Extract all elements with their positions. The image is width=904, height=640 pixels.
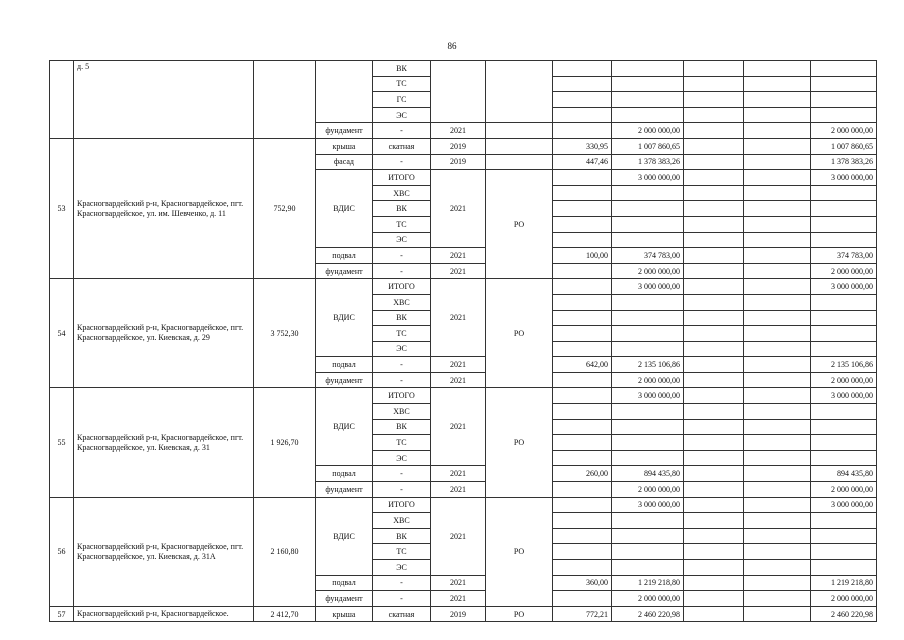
year-cell: 2021 [431, 497, 486, 575]
work-area-cell [553, 388, 612, 404]
cost-cell: 894 435,80 [612, 466, 684, 482]
cost-cell [612, 513, 684, 529]
vdis-item-cell: ВК [373, 419, 431, 435]
table-row [50, 138, 877, 154]
element-cell: подвал [316, 575, 373, 591]
element-cell: подвал [316, 248, 373, 264]
empty-cell [744, 575, 811, 591]
year-cell: 2021 [431, 123, 486, 139]
element-cell [316, 61, 373, 123]
empty-cell [744, 435, 811, 451]
building-area-cell: 1 926,70 [254, 388, 316, 497]
empty-cell [744, 497, 811, 513]
work-area-cell [553, 372, 612, 388]
org-cell [486, 123, 553, 139]
total-cell: 3 000 000,00 [811, 279, 877, 295]
empty-cell [684, 232, 744, 248]
total-cell [811, 76, 877, 92]
org-cell: РО [486, 170, 553, 279]
org-cell: РО [486, 497, 553, 606]
org-cell: РО [486, 279, 553, 388]
year-cell: 2021 [431, 170, 486, 248]
vdis-item-cell: ХВС [373, 294, 431, 310]
empty-cell [744, 482, 811, 498]
empty-cell [684, 606, 744, 622]
empty-cell [744, 606, 811, 622]
vdis-item-cell: ХВС [373, 513, 431, 529]
year-cell: 2021 [431, 279, 486, 357]
type-cell: ВК [373, 61, 431, 77]
work-area-cell [553, 170, 612, 186]
total-cell: 3 000 000,00 [811, 388, 877, 404]
type-cell: - [373, 263, 431, 279]
empty-cell [744, 544, 811, 560]
element-cell: фундамент [316, 123, 373, 139]
year-cell: 2021 [431, 248, 486, 264]
building-area-cell: 752,90 [254, 138, 316, 278]
empty-cell [684, 341, 744, 357]
total-cell [811, 92, 877, 108]
empty-cell [744, 76, 811, 92]
cost-cell [612, 310, 684, 326]
work-area-cell: 447,46 [553, 154, 612, 170]
vdis-item-cell: ВК [373, 528, 431, 544]
vdis-item-cell: ЭС [373, 341, 431, 357]
vdis-item-cell: ТС [373, 216, 431, 232]
total-cell [811, 107, 877, 123]
empty-cell [684, 528, 744, 544]
element-cell: фундамент [316, 591, 373, 607]
total-cell [811, 419, 877, 435]
address-cell: Красногвардейский р-н, Красногвардейское, пгт. Красногвардейское, ул. Киевская, д. 29 [74, 279, 254, 388]
empty-cell [744, 61, 811, 77]
cost-cell: 2 000 000,00 [612, 482, 684, 498]
cost-cell [612, 419, 684, 435]
cost-cell [612, 185, 684, 201]
type-cell: - [373, 466, 431, 482]
cost-cell: 3 000 000,00 [612, 170, 684, 186]
year-cell: 2019 [431, 154, 486, 170]
total-cell: 2 000 000,00 [811, 123, 877, 139]
row-number-cell: 53 [50, 138, 74, 278]
work-area-cell [553, 279, 612, 295]
empty-cell [684, 92, 744, 108]
type-cell: ЭС [373, 107, 431, 123]
work-area-cell: 360,00 [553, 575, 612, 591]
total-cell: 894 435,80 [811, 466, 877, 482]
year-cell: 2021 [431, 263, 486, 279]
empty-cell [744, 248, 811, 264]
address-cell: Красногвардейский р-н, Красногвардейское, пгт. Красногвардейское, ул. им. Шевченко, д. 11 [74, 138, 254, 278]
cost-cell: 2 000 000,00 [612, 123, 684, 139]
empty-cell [684, 216, 744, 232]
address-cell: Красногвардейский р-н, Красногвардейское, пгт. Красногвардейское, ул. Киевская, д. 31А [74, 497, 254, 606]
total-cell [811, 294, 877, 310]
empty-cell [684, 201, 744, 217]
cost-cell [612, 341, 684, 357]
total-cell [811, 185, 877, 201]
row-number-cell [50, 61, 74, 139]
cost-cell: 2 000 000,00 [612, 263, 684, 279]
empty-cell [684, 575, 744, 591]
empty-cell [684, 544, 744, 560]
vdis-item-cell: ЭС [373, 232, 431, 248]
empty-cell [744, 310, 811, 326]
empty-cell [744, 513, 811, 529]
empty-cell [744, 232, 811, 248]
cost-cell [612, 107, 684, 123]
empty-cell [744, 388, 811, 404]
building-area-cell: 3 752,30 [254, 279, 316, 388]
vdis-item-cell: ТС [373, 326, 431, 342]
total-cell: 2 000 000,00 [811, 482, 877, 498]
empty-cell [744, 154, 811, 170]
org-cell [486, 138, 553, 154]
year-cell: 2021 [431, 357, 486, 373]
row-number-cell: 56 [50, 497, 74, 606]
total-cell [811, 201, 877, 217]
total-cell [811, 435, 877, 451]
total-cell [811, 560, 877, 576]
total-cell [811, 544, 877, 560]
empty-cell [744, 201, 811, 217]
building-area-cell: 2 160,80 [254, 497, 316, 606]
type-cell: ГС [373, 92, 431, 108]
work-area-cell [553, 450, 612, 466]
total-cell [811, 404, 877, 420]
total-cell: 2 000 000,00 [811, 372, 877, 388]
work-area-cell [553, 544, 612, 560]
work-area-cell [553, 123, 612, 139]
cost-cell [612, 404, 684, 420]
work-area-cell [553, 560, 612, 576]
address-cell: Красногвардейский р-н, Красногвардейское. [74, 606, 254, 622]
total-cell: 3 000 000,00 [811, 170, 877, 186]
type-cell: - [373, 357, 431, 373]
type-cell: - [373, 575, 431, 591]
type-cell: - [373, 154, 431, 170]
type-cell: скатная [373, 138, 431, 154]
work-area-cell [553, 263, 612, 279]
total-cell [811, 450, 877, 466]
cost-cell [612, 435, 684, 451]
type-cell: - [373, 482, 431, 498]
address-cell: Красногвардейский р-н, Красногвардейское, пгт. Красногвардейское, ул. Киевская, д. 31 [74, 388, 254, 497]
total-cell [811, 326, 877, 342]
element-cell: фундамент [316, 372, 373, 388]
empty-cell [744, 466, 811, 482]
cost-cell [612, 216, 684, 232]
total-cell [811, 513, 877, 529]
empty-cell [744, 528, 811, 544]
vdis-item-cell: ИТОГО [373, 279, 431, 295]
cost-cell [612, 92, 684, 108]
vdis-item-cell: ВК [373, 310, 431, 326]
total-cell: 1 219 218,80 [811, 575, 877, 591]
repair-schedule-table [49, 60, 877, 622]
total-cell: 3 000 000,00 [811, 497, 877, 513]
empty-cell [684, 107, 744, 123]
empty-cell [684, 404, 744, 420]
work-area-cell [553, 591, 612, 607]
empty-cell [684, 138, 744, 154]
empty-cell [744, 560, 811, 576]
cost-cell: 3 000 000,00 [612, 279, 684, 295]
year-cell: 2021 [431, 575, 486, 591]
vdis-cell: ВДИС [316, 170, 373, 248]
work-area-cell [553, 341, 612, 357]
type-cell: - [373, 591, 431, 607]
year-cell [431, 61, 486, 123]
cost-cell [612, 544, 684, 560]
work-area-cell [553, 76, 612, 92]
empty-cell [744, 341, 811, 357]
element-cell: фасад [316, 154, 373, 170]
cost-cell [612, 76, 684, 92]
vdis-item-cell: ТС [373, 435, 431, 451]
type-cell: - [373, 123, 431, 139]
vdis-item-cell: ИТОГО [373, 388, 431, 404]
work-area-cell: 260,00 [553, 466, 612, 482]
empty-cell [684, 513, 744, 529]
total-cell [811, 61, 877, 77]
element-cell: фундамент [316, 263, 373, 279]
empty-cell [684, 248, 744, 264]
year-cell: 2021 [431, 372, 486, 388]
building-area-cell: 2 412,70 [254, 606, 316, 622]
work-area-cell: 772,21 [553, 606, 612, 622]
cost-cell: 2 000 000,00 [612, 372, 684, 388]
cost-cell: 2 460 220,98 [612, 606, 684, 622]
empty-cell [684, 123, 744, 139]
year-cell: 2019 [431, 606, 486, 622]
cost-cell: 1 007 860,65 [612, 138, 684, 154]
vdis-cell: ВДИС [316, 279, 373, 357]
empty-cell [744, 419, 811, 435]
work-area-cell [553, 419, 612, 435]
empty-cell [684, 61, 744, 77]
empty-cell [684, 185, 744, 201]
table-row [50, 279, 877, 295]
vdis-cell: ВДИС [316, 388, 373, 466]
vdis-item-cell: ХВС [373, 185, 431, 201]
work-area-cell: 642,00 [553, 357, 612, 373]
year-cell: 2021 [431, 591, 486, 607]
cost-cell: 2 135 106,86 [612, 357, 684, 373]
empty-cell [684, 310, 744, 326]
cost-cell [612, 528, 684, 544]
total-cell: 2 000 000,00 [811, 263, 877, 279]
cost-cell: 3 000 000,00 [612, 497, 684, 513]
empty-cell [684, 450, 744, 466]
work-area-cell [553, 528, 612, 544]
work-area-cell [553, 185, 612, 201]
work-area-cell [553, 107, 612, 123]
work-area-cell [553, 201, 612, 217]
cost-cell [612, 326, 684, 342]
empty-cell [684, 482, 744, 498]
work-area-cell: 330,95 [553, 138, 612, 154]
total-cell: 1 007 860,65 [811, 138, 877, 154]
empty-cell [684, 497, 744, 513]
empty-cell [684, 560, 744, 576]
empty-cell [744, 92, 811, 108]
empty-cell [684, 76, 744, 92]
address-cell: д. 5 [74, 61, 254, 139]
empty-cell [744, 294, 811, 310]
empty-cell [684, 263, 744, 279]
work-area-cell: 100,00 [553, 248, 612, 264]
empty-cell [684, 591, 744, 607]
cost-cell [612, 232, 684, 248]
empty-cell [684, 435, 744, 451]
vdis-item-cell: ВК [373, 201, 431, 217]
cost-cell [612, 450, 684, 466]
work-area-cell [553, 326, 612, 342]
row-number-cell: 57 [50, 606, 74, 622]
table-row [50, 388, 877, 404]
empty-cell [744, 450, 811, 466]
work-area-cell [553, 294, 612, 310]
empty-cell [684, 170, 744, 186]
empty-cell [744, 591, 811, 607]
cost-cell: 1 378 383,26 [612, 154, 684, 170]
empty-cell [744, 170, 811, 186]
row-number-cell: 55 [50, 388, 74, 497]
total-cell: 2 135 106,86 [811, 357, 877, 373]
empty-cell [744, 279, 811, 295]
type-cell: - [373, 372, 431, 388]
total-cell: 2 000 000,00 [811, 591, 877, 607]
empty-cell [744, 138, 811, 154]
cost-cell: 374 783,00 [612, 248, 684, 264]
empty-cell [744, 185, 811, 201]
cost-cell [612, 201, 684, 217]
cost-cell: 2 000 000,00 [612, 591, 684, 607]
empty-cell [744, 404, 811, 420]
work-area-cell [553, 497, 612, 513]
table-row [50, 61, 877, 77]
empty-cell [684, 357, 744, 373]
work-area-cell [553, 232, 612, 248]
year-cell: 2021 [431, 482, 486, 498]
total-cell [811, 528, 877, 544]
empty-cell [744, 372, 811, 388]
empty-cell [744, 357, 811, 373]
empty-cell [684, 294, 744, 310]
year-cell: 2019 [431, 138, 486, 154]
vdis-item-cell: ЭС [373, 560, 431, 576]
empty-cell [744, 216, 811, 232]
cost-cell [612, 61, 684, 77]
empty-cell [684, 154, 744, 170]
table-row [50, 497, 877, 513]
building-area-cell [254, 61, 316, 139]
work-area-cell [553, 513, 612, 529]
vdis-item-cell: ХВС [373, 404, 431, 420]
vdis-cell: ВДИС [316, 497, 373, 575]
empty-cell [744, 263, 811, 279]
element-cell: подвал [316, 466, 373, 482]
work-area-cell [553, 482, 612, 498]
vdis-item-cell: ИТОГО [373, 170, 431, 186]
work-area-cell [553, 216, 612, 232]
work-area-cell [553, 92, 612, 108]
total-cell: 374 783,00 [811, 248, 877, 264]
cost-cell [612, 560, 684, 576]
cost-cell: 1 219 218,80 [612, 575, 684, 591]
total-cell [811, 310, 877, 326]
type-cell: скатная [373, 606, 431, 622]
empty-cell [684, 466, 744, 482]
type-cell: ТС [373, 76, 431, 92]
vdis-item-cell: ТС [373, 544, 431, 560]
total-cell [811, 232, 877, 248]
vdis-item-cell: ИТОГО [373, 497, 431, 513]
empty-cell [684, 326, 744, 342]
work-area-cell [553, 435, 612, 451]
year-cell: 2021 [431, 388, 486, 466]
year-cell: 2021 [431, 466, 486, 482]
cost-cell [612, 294, 684, 310]
type-cell: - [373, 248, 431, 264]
work-area-cell [553, 61, 612, 77]
element-cell: фундамент [316, 482, 373, 498]
empty-cell [684, 372, 744, 388]
table-row [50, 606, 877, 622]
empty-cell [744, 123, 811, 139]
work-area-cell [553, 310, 612, 326]
empty-cell [684, 419, 744, 435]
empty-cell [684, 388, 744, 404]
org-cell [486, 61, 553, 123]
vdis-item-cell: ЭС [373, 450, 431, 466]
total-cell [811, 216, 877, 232]
work-area-cell [553, 404, 612, 420]
org-cell: РО [486, 606, 553, 622]
total-cell [811, 341, 877, 357]
empty-cell [744, 107, 811, 123]
element-cell: крыша [316, 606, 373, 622]
org-cell [486, 154, 553, 170]
page-number: 86 [447, 41, 457, 51]
empty-cell [684, 279, 744, 295]
element-cell: крыша [316, 138, 373, 154]
total-cell: 1 378 383,26 [811, 154, 877, 170]
total-cell: 2 460 220,98 [811, 606, 877, 622]
table-body [50, 61, 877, 622]
org-cell: РО [486, 388, 553, 497]
element-cell: подвал [316, 357, 373, 373]
empty-cell [744, 326, 811, 342]
row-number-cell: 54 [50, 279, 74, 388]
cost-cell: 3 000 000,00 [612, 388, 684, 404]
